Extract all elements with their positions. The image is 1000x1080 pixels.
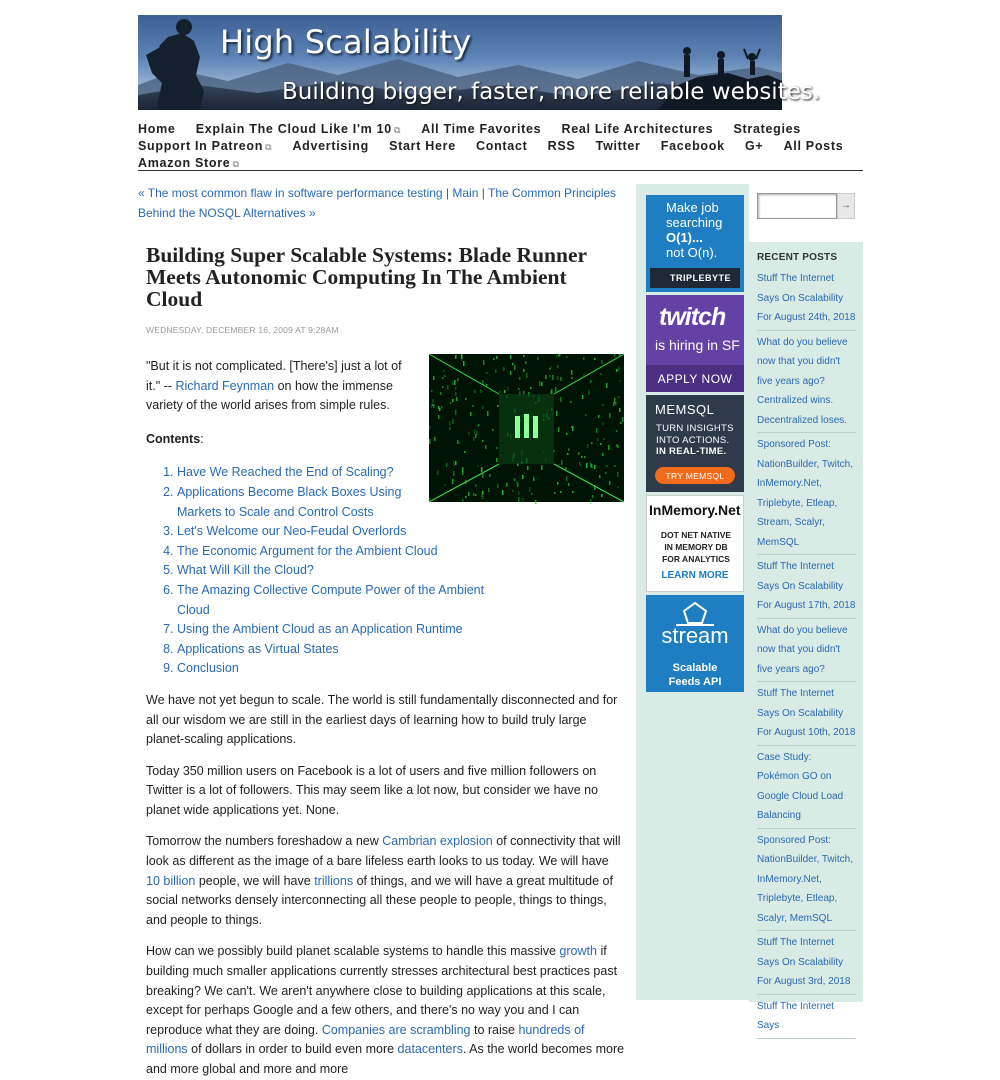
external-link-icon: ⧉ (265, 142, 273, 152)
previous-post-link[interactable]: « The most common flaw in software performance testing (138, 186, 443, 200)
nav-item-twitter[interactable] (596, 138, 641, 154)
triplebyte-logo: TRIPLEBYTE (650, 268, 740, 288)
external-link-icon: ⧉ (393, 125, 402, 135)
nav-label: Facebook (660, 139, 725, 153)
nav-item-all-time-favorites[interactable] (421, 121, 541, 137)
toc-item[interactable] (177, 561, 517, 581)
datacenters-link[interactable]: datacenters (397, 1042, 463, 1057)
nav-item-home[interactable] (138, 121, 176, 137)
toc-link[interactable]: Using the Ambient Cloud as an Application Runtime (177, 622, 463, 637)
nav-item-rss[interactable] (548, 138, 576, 154)
ad-text (666, 200, 722, 260)
memsql-ad[interactable] (646, 395, 744, 492)
nav-item-gplus[interactable] (745, 138, 763, 154)
recent-posts (749, 242, 863, 1031)
paragraph-1: We have not yet begun to scale. The world is still fundamentally disconnected and for all our wisdom we are still in the earliest days of learning how to build truly large planet-scaling applications. (146, 692, 618, 747)
nav-label: Support In Patreon (138, 139, 264, 153)
ad-line: IN MEMORY DB (664, 542, 728, 552)
main-content (138, 184, 630, 1076)
ad-line: Make job (666, 200, 719, 215)
ad-text (649, 529, 743, 565)
ads-column (636, 184, 749, 1000)
recent-post-link[interactable]: Sponsored Post: NationBuilder, Twitch, InMemory.Net, Triplebyte, Etleap, Scalyr, MemSQL (757, 829, 856, 932)
text: of connectivity that will look as different as the image of a bare lifeless earth looks to us today. We will have (146, 834, 621, 869)
next-post-link[interactable]: The Common Principles Behind the NOSQL Alternatives » (138, 186, 617, 220)
quote-text: "But it is not complicated. [There's] just a lot of it." -- (146, 359, 402, 393)
nav-label: Explain The Cloud Like I'm 10 (195, 122, 392, 136)
postnav-separator: | (445, 186, 450, 200)
ad-line: IN REAL-TIME. (656, 446, 727, 457)
ad-text: is hiring in SF (655, 337, 740, 353)
nav-item-contact[interactable] (476, 138, 527, 154)
site-banner[interactable] (138, 15, 821, 110)
nav-item-advertising[interactable] (292, 138, 368, 154)
site-title[interactable]: High Scalability (220, 23, 472, 61)
hundreds-of-millions-link[interactable]: hundreds of millions (146, 1022, 585, 1057)
inmemory-logo: InMemory.Net (649, 502, 741, 518)
contents-label: Contents (146, 431, 201, 446)
triplebyte-ad[interactable] (646, 195, 744, 292)
text: if building much smaller applications currently stresses architectural best practices past breaking? We can't. We aren't anywhere close to building applications at this scale, except for perhaps Google and a few others, and there's no way you and I can reproduce what they are doing. (146, 944, 618, 1037)
nav-label: Home (138, 122, 176, 136)
recent-post-link[interactable]: Stuff The Internet Says (757, 995, 856, 1039)
search-input[interactable] (757, 193, 837, 219)
right-sidebar (749, 184, 863, 1031)
nav-label: RSS (547, 139, 576, 153)
toc-link[interactable]: Applications Become Black Boxes Using Markets to Scale and Control Costs (177, 484, 402, 519)
nav-item-support-patreon[interactable] (138, 138, 272, 155)
twitch-ad[interactable] (646, 295, 744, 392)
nav-label: G+ (744, 139, 764, 153)
nav-divider (138, 170, 863, 171)
nav-item-facebook[interactable] (661, 138, 725, 154)
recent-post-link[interactable]: Sponsored Post: NationBuilder, Twitch, InMemory.Net, Triplebyte, Etleap, Stream, Scalyr, MemSQL (757, 433, 856, 555)
search-submit-button[interactable]: → (837, 193, 855, 219)
cambrian-explosion-link[interactable]: Cambrian explosion (382, 834, 493, 849)
ad-text (646, 661, 744, 689)
ad-text (656, 423, 734, 458)
ad-line: not O(n). (666, 245, 718, 260)
nav-item-strategies[interactable] (734, 121, 801, 137)
main-nav (138, 121, 863, 172)
text: people, we will have (198, 873, 311, 888)
ad-line: Scalable (672, 662, 718, 674)
contents-heading: Contents: (146, 431, 204, 446)
text: of things, and we will have a great multitude of social networks densely interconnecting all these people to people, things to things, and people to things. (146, 873, 613, 927)
paragraph-4 (146, 942, 626, 1079)
intro-quote (146, 357, 416, 416)
nav-item-real-life-architectures[interactable] (562, 121, 714, 137)
trillions-link[interactable]: trillions (314, 873, 354, 888)
text: . As the world becomes more and more global and more and more (146, 1042, 625, 1076)
toc-item[interactable] (177, 483, 407, 522)
ad-line: searching (666, 215, 723, 230)
nav-label: Real Life Architectures (561, 122, 714, 136)
memsql-logo: MEMSQL (655, 402, 715, 417)
toc-item[interactable] (177, 620, 517, 640)
article-date: WEDNESDAY, DECEMBER 16, 2009 AT 9:28AM (146, 325, 339, 335)
paragraph-2: Today 350 million users on Facebook is a lot of users and five million followers on Twitter is a lot of followers. This may seem like a lot now, but consider we have no planet wide applications yet. None. (146, 763, 599, 817)
learn-more-button[interactable]: LEARN MORE (661, 570, 729, 581)
toc-item[interactable] (177, 640, 517, 660)
article-title[interactable]: Building Super Scalable Systems: Blade Runner Meets Autonomic Computing In The Ambient Cloud (146, 243, 587, 311)
text: How can we possibly build planet scalable systems to handle this massive (146, 944, 556, 959)
quote-text: on how the immense variety of the world arises from simple rules. (146, 378, 393, 413)
toc-link[interactable]: Have We Reached the End of Scaling? (177, 465, 394, 480)
nav-item-start-here[interactable] (389, 138, 456, 154)
ad-line: Feeds API (668, 676, 722, 688)
ad-line: FOR ANALYTICS (662, 554, 730, 564)
toc-item[interactable] (177, 581, 517, 620)
text: of dollars in order to build even more (191, 1042, 395, 1057)
recent-post-link[interactable]: Stuff The Internet Says On Scalability For August 24th, 2018 (757, 267, 856, 331)
ad-line: O(1)... (666, 230, 703, 245)
apply-now-button[interactable]: APPLY NOW (646, 365, 744, 392)
external-link-icon: ⧉ (232, 159, 240, 169)
paragraph-3 (146, 832, 626, 930)
nav-label: Contact (476, 139, 528, 153)
nav-label: Twitter (595, 139, 641, 153)
stream-ad[interactable] (646, 595, 744, 692)
main-link[interactable]: Main (452, 186, 479, 200)
text: to raise (474, 1022, 515, 1037)
toc-link[interactable]: Let's Welcome our Neo-Feudal Overlords (177, 524, 407, 539)
site-tagline: Building bigger, faster, more reliable websites. (282, 79, 821, 105)
growth-link[interactable]: growth (559, 944, 597, 959)
nav-label: Amazon Store (138, 156, 231, 170)
nav-item-explain-cloud[interactable] (196, 121, 401, 138)
toc-link[interactable]: The Amazing Collective Compute Power of the Ambient Cloud (177, 582, 485, 617)
recent-post-link[interactable]: Stuff The Internet Says On Scalability For August 10th, 2018 (757, 682, 856, 746)
toc-item[interactable] (177, 522, 407, 542)
nav-item-all-posts[interactable] (784, 138, 844, 154)
richard-feynman-link[interactable]: Richard Feynman (175, 378, 275, 393)
text: Tomorrow the numbers foreshadow a new (146, 834, 379, 849)
ten-billion-link[interactable]: 10 billion (146, 873, 196, 888)
toc-link[interactable]: What Will Kill the Cloud? (177, 563, 314, 578)
toc-link[interactable]: Conclusion (177, 661, 239, 676)
companies-scrambling-link[interactable]: Companies are scrambling (321, 1022, 471, 1037)
matrix-corridor-image (429, 354, 624, 502)
nav-label: Strategies (733, 122, 801, 136)
nav-label: All Posts (783, 139, 844, 153)
ad-line: TURN INSIGHTS (656, 423, 734, 434)
table-of-contents (177, 463, 485, 679)
post-navigation (138, 184, 630, 223)
recent-post-link[interactable]: Stuff The Internet Says On Scalability For August 17th, 2018 (757, 555, 856, 619)
nav-label: Advertising (292, 139, 369, 153)
recent-post-link[interactable]: Case Study: Pokémon GO on Google Cloud Load Balancing (757, 746, 856, 829)
toc-item[interactable] (177, 659, 517, 679)
recent-post-link[interactable]: What do you believe now that you didn't five years ago? Centralized wins. Decentralized loses. (757, 331, 856, 434)
ad-line: DOT NET NATIVE (660, 530, 732, 540)
recent-posts-heading: RECENT POSTS (757, 252, 838, 263)
try-memsql-button[interactable]: TRY MEMSQL (655, 467, 735, 484)
ad-line: INTO ACTIONS. (656, 434, 730, 446)
recent-post-link[interactable]: What do you believe now that you didn't five years ago? (757, 619, 856, 683)
toc-item[interactable] (177, 463, 407, 483)
inmemory-ad[interactable] (646, 495, 744, 592)
toc-link[interactable]: The Economic Argument for the Ambient Cloud (177, 543, 438, 558)
twitch-logo: twitch (659, 303, 726, 331)
nav-label: All Time Favorites (421, 122, 542, 136)
recent-post-link[interactable]: Stuff The Internet Says On Scalability For August 3rd, 2018 (757, 931, 856, 995)
toc-item[interactable] (177, 542, 517, 562)
nav-label: Start Here (389, 139, 456, 153)
article (146, 244, 626, 1080)
toc-link[interactable]: Applications as Virtual States (177, 641, 339, 656)
stream-logo: stream (661, 623, 729, 648)
postnav-separator: | (481, 186, 485, 200)
